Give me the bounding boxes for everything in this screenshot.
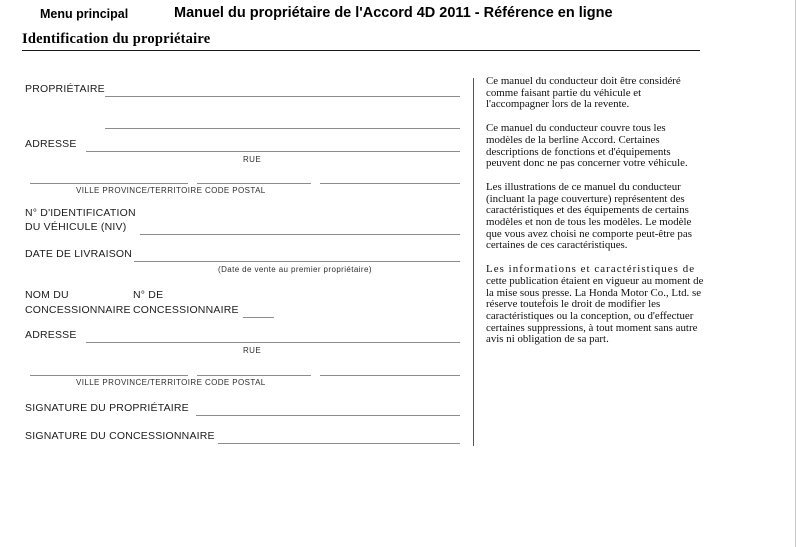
dealer-name-label-line1: NOM DU: [25, 289, 69, 301]
column-divider: [473, 78, 474, 446]
note-paragraph-4-rest: cette publication étaient en vigueur au moment de la mise sous presse. La Honda Motor Co., Ltd. se réserve toutefois le droit de modifier les caractéristiques ou la conception, ou d'effectuer certaines suppressions, à tout moment sans autre avis ni obligation de sa part.: [486, 274, 704, 346]
address-label: ADRESSE: [25, 138, 77, 150]
dealer-postal-line-segment: [320, 375, 460, 376]
dealer-number-line: [243, 317, 274, 318]
dealer-city-line-segment: [30, 375, 188, 376]
dealer-number-label-line1: N° DE: [133, 289, 164, 301]
document-title: Manuel du propriétaire de l'Accord 4D 2011 - Référence en ligne: [174, 5, 613, 21]
address-line: [86, 151, 460, 152]
owner-line-1: [105, 96, 460, 97]
delivery-date-line: [134, 261, 460, 262]
delivery-date-label: DATE DE LIVRAISON: [25, 248, 133, 260]
dealer-signature-label: SIGNATURE DU CONCESSIONNAIRE: [25, 430, 215, 442]
dealer-address-label: ADRESSE: [25, 329, 77, 341]
dealer-signature-line: [218, 443, 460, 444]
delivery-date-caption: (Date de vente au premier propriétaire): [218, 265, 372, 274]
dealer-number-label-line2: CONCESSIONNAIRE: [133, 304, 239, 316]
note-paragraph-4-lead: Les informations et caractéristiques de: [486, 263, 696, 276]
note-paragraph-2: Ce manuel du conducteur couvre tous les modèles de la berline Accord. Certaines descriptions de fonctions et d'équipements peuvent donc ne pas concerner votre véhicule.: [486, 122, 688, 170]
owner-line-2: [105, 128, 460, 129]
vin-label-line2: DU VÉHICULE (NIV): [25, 221, 127, 233]
note-paragraph-3: Les illustrations de ce manuel du conducteur (incluant la page couverture) représentent des caractéristiques et des équipements de certains modèles et non de tous les modèles. Le modèle que vous avez choisi ne comporte peut-être pas certaines de ces caractéristiques.: [486, 180, 692, 252]
owner-signature-line: [196, 415, 460, 416]
province-line-segment: [197, 183, 311, 184]
section-title: Identification du propriétaire: [22, 31, 211, 47]
page-right-edge: [795, 0, 796, 547]
vin-line: [140, 234, 460, 235]
menu-principal-link[interactable]: Menu principal: [40, 7, 129, 21]
dealer-city-caption: VILLE PROVINCE/TERRITOIRE CODE POSTAL: [76, 378, 266, 387]
city-caption: VILLE PROVINCE/TERRITOIRE CODE POSTAL: [76, 186, 266, 195]
note-paragraph-1: Ce manuel du conducteur doit être considéré comme faisant partie du véhicule et l'accompagner lors de la revente.: [486, 75, 681, 111]
section-rule: [22, 50, 700, 51]
owner-label: PROPRIÉTAIRE: [25, 83, 105, 95]
note-paragraph-4: [486, 264, 704, 346]
dealer-name-label-line2: CONCESSIONNAIRE: [25, 304, 131, 316]
vin-label-line1: N° D'IDENTIFICATION: [25, 207, 136, 219]
dealer-street-caption: RUE: [243, 346, 262, 355]
dealer-province-line-segment: [197, 375, 311, 376]
owner-signature-label: SIGNATURE DU PROPRIÉTAIRE: [25, 402, 189, 414]
street-caption: RUE: [243, 155, 262, 164]
dealer-address-line: [86, 342, 460, 343]
notes-column: [486, 76, 704, 358]
city-line-segment: [30, 183, 188, 184]
postal-line-segment: [320, 183, 460, 184]
